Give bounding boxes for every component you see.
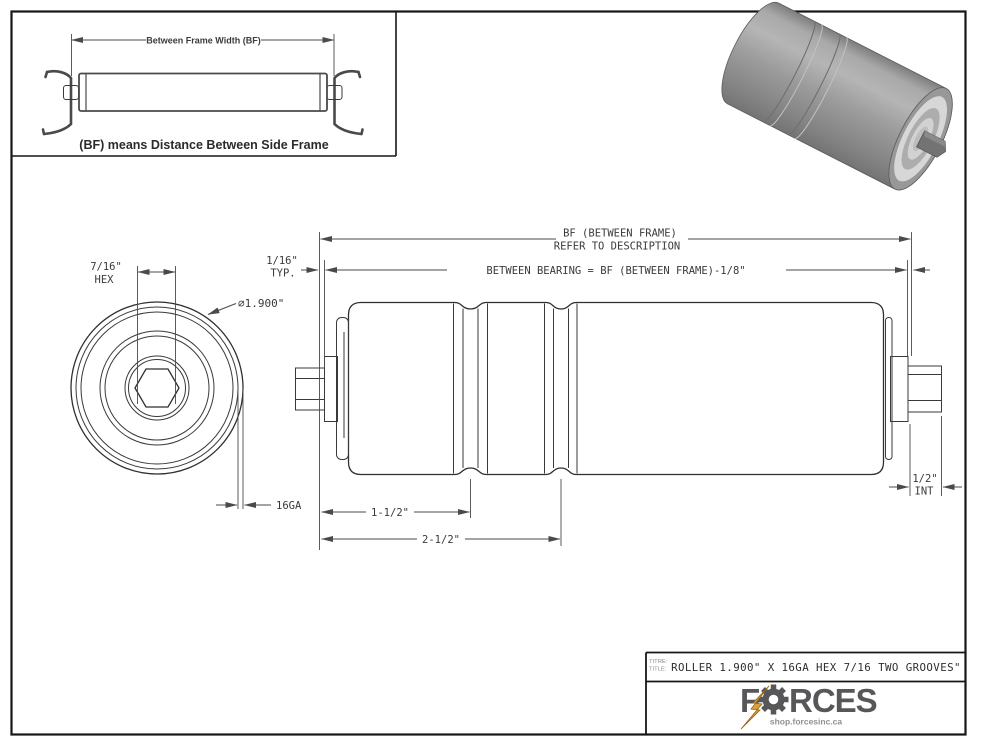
groove-circle bbox=[81, 312, 233, 464]
side-view-dimensions bbox=[266, 228, 962, 551]
title-block bbox=[646, 653, 965, 735]
diameter-label: ⌀1.900" bbox=[238, 297, 285, 310]
roller-side-view bbox=[296, 303, 942, 475]
end-cap-left bbox=[337, 318, 349, 460]
tube-outline bbox=[349, 303, 884, 475]
hex-shaft-left bbox=[296, 368, 325, 410]
frame-tip-detail bbox=[359, 72, 363, 134]
roller-end-view bbox=[71, 261, 302, 512]
hex-dim-text1: 7/16" bbox=[90, 261, 122, 273]
inset-dim-label: Between Frame Width (BF) bbox=[146, 35, 261, 46]
groove-2 bbox=[545, 304, 578, 474]
tube-od-circle bbox=[71, 302, 243, 474]
spring-shaft-right bbox=[908, 366, 942, 412]
logo-website: shop.forcesinc.ca bbox=[769, 716, 843, 727]
shaft-dim-text1: 1/2" bbox=[912, 473, 938, 485]
frame-profile-path bbox=[335, 71, 362, 134]
bf-dim-text1: BF (BETWEEN FRAME) bbox=[563, 227, 677, 240]
logo-text-rces: RCES bbox=[789, 682, 877, 719]
bearing-dim-text: BETWEEN BEARING = BF (BETWEEN FRAME)-1/8" bbox=[486, 265, 746, 277]
inset-diagram bbox=[11, 11, 396, 156]
gear-icon bbox=[759, 685, 789, 715]
typ-dim-text1: 1/16" bbox=[266, 255, 298, 267]
diameter-leader bbox=[208, 304, 236, 315]
bearing-housing-circle-inner bbox=[105, 336, 209, 440]
drawing-title: ROLLER 1.900" X 16GA HEX 7/16 TWO GROOVES" bbox=[671, 661, 961, 674]
titre-label: TITRE: bbox=[649, 659, 668, 665]
bearing-housing-circle-outer bbox=[100, 331, 214, 445]
title-label: TITLE: bbox=[649, 666, 667, 673]
groove-1 bbox=[454, 304, 488, 474]
typ-dim-text2: TYP. bbox=[270, 267, 296, 280]
hex-dim-text2: HEX bbox=[94, 274, 114, 286]
gauge-label: 16GA bbox=[276, 500, 302, 512]
frame-tip-detail bbox=[43, 72, 47, 134]
groove1-dim-text: 1-1/2" bbox=[371, 507, 409, 519]
forces-logo bbox=[740, 682, 877, 729]
inset-right-frame bbox=[327, 71, 363, 134]
inset-roller-body bbox=[79, 74, 327, 112]
shaft-dim-text2: INT bbox=[914, 485, 934, 498]
bearing-right bbox=[891, 357, 909, 422]
bearing-left bbox=[325, 357, 338, 422]
bf-dim-text2: REFER TO DESCRIPTION bbox=[553, 240, 681, 253]
inset-left-frame bbox=[43, 71, 79, 134]
frame-profile-path bbox=[44, 71, 71, 134]
end-cap-right bbox=[886, 318, 893, 460]
inset-caption: (BF) means Distance Between Side Frame bbox=[79, 138, 329, 152]
inset-roller bbox=[79, 74, 327, 112]
hex-bore bbox=[135, 369, 179, 407]
logo-text-f: F bbox=[740, 682, 760, 719]
groove2-dim-text: 2-1/2" bbox=[422, 534, 460, 546]
roller-3d-render bbox=[710, 0, 972, 202]
